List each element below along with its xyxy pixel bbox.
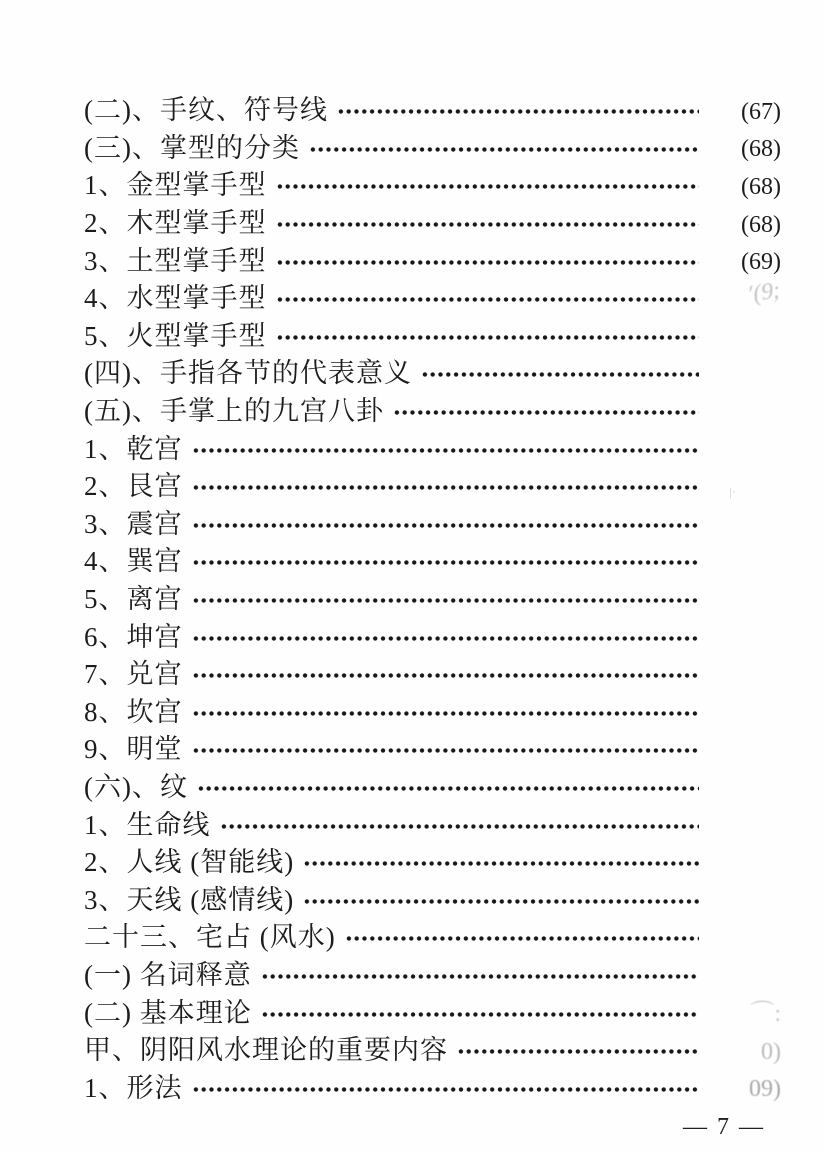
toc-entry-label: (二) 基本理论 [84, 997, 252, 1028]
dot-leader [337, 107, 699, 116]
toc-entry [84, 206, 781, 244]
toc-entry-label: (二)、手纹、符号线 [84, 95, 328, 126]
dot-leader [276, 220, 700, 229]
dot-leader [457, 1047, 699, 1056]
toc-entry-label: 9、明堂 [84, 734, 183, 765]
toc-entry [84, 807, 781, 845]
dot-leader [421, 370, 699, 379]
toc-entry-label: 1、形法 [84, 1072, 183, 1103]
toc-entry [84, 131, 781, 169]
toc-entry-label: 2、艮宫 [84, 471, 183, 502]
dot-leader [192, 1085, 700, 1094]
toc-entry-page: ′(9; [748, 276, 781, 308]
toc-entry-label: 4、巽宫 [84, 546, 183, 577]
toc-entry-label: 3、天线 (感情线) [84, 884, 295, 915]
toc-entry [84, 657, 781, 695]
dot-leader [192, 671, 700, 680]
toc-entry-page: (68) [741, 211, 781, 238]
toc-entry-page: (67) [741, 98, 781, 125]
toc-entry-label: 3、土型掌手型 [84, 245, 267, 276]
toc-entry-label: 5、火型掌手型 [84, 320, 267, 351]
dot-leader [276, 333, 700, 342]
dot-leader [393, 408, 699, 417]
toc-entry [84, 995, 781, 1033]
toc-entry-label: (一) 名词释意 [84, 959, 252, 990]
toc-entry [84, 1033, 781, 1071]
dot-leader [192, 483, 700, 492]
toc-entry [84, 695, 781, 733]
toc-entry [84, 356, 781, 394]
dot-leader [303, 897, 699, 906]
toc-entry-page: (68) [741, 136, 781, 163]
toc-entry [84, 431, 781, 469]
toc-entry-page: (68) [741, 173, 781, 200]
toc-entry [84, 243, 781, 281]
toc-entry-label: 3、震宫 [84, 508, 183, 539]
dot-leader [261, 972, 699, 981]
toc-entry [84, 582, 781, 620]
toc-entry [84, 920, 781, 958]
dot-leader [192, 446, 700, 455]
toc-list [84, 93, 781, 1108]
toc-entry-label: 7、兑宫 [84, 659, 183, 690]
dot-leader [197, 784, 699, 793]
toc-entry-label: (六)、纹 [84, 771, 188, 802]
toc-entry-page: (69) [741, 249, 781, 276]
dot-leader [261, 1010, 699, 1019]
toc-entry [84, 845, 781, 883]
dot-leader [303, 859, 699, 868]
dot-leader [192, 596, 700, 605]
toc-entry [84, 619, 781, 657]
toc-entry-label: 5、离宫 [84, 584, 183, 615]
toc-entry [84, 276, 781, 319]
dot-leader [345, 934, 699, 943]
dot-leader [276, 295, 700, 304]
dot-leader [276, 258, 700, 267]
toc-entry-label: 二十三、宅占 (风水) [84, 922, 336, 953]
toc-entry [84, 958, 781, 996]
toc-entry [84, 770, 781, 808]
dot-leader [309, 145, 699, 154]
toc-entry-label: 6、坤宫 [84, 621, 183, 652]
toc-entry [84, 319, 781, 357]
toc-entry-page: 0) [761, 1038, 781, 1065]
dot-leader [192, 558, 700, 567]
dot-leader [220, 822, 700, 831]
toc-entry [84, 732, 781, 770]
toc-entry-page: 09) [749, 1076, 781, 1103]
toc-entry-label: 2、木型掌手型 [84, 208, 267, 239]
page-number-footer: — 7 — [683, 1114, 765, 1140]
toc-entry-label: 1、乾宫 [84, 433, 183, 464]
toc-entry-label: 甲、阴阳风水理论的重要内容 [84, 1035, 448, 1066]
dot-leader [192, 521, 700, 530]
toc-entry-label: 2、人线 (智能线) [84, 847, 295, 878]
toc-entry-label: 1、生命线 [84, 809, 211, 840]
toc-entry-page: ⌒: [750, 1001, 781, 1028]
scan-artifact: |· [729, 484, 736, 499]
toc-entry [84, 544, 781, 582]
toc-entry [84, 394, 781, 432]
dot-leader [276, 182, 700, 191]
dot-leader [192, 709, 700, 718]
toc-entry [84, 93, 781, 131]
toc-entry-label: 1、金型掌手型 [84, 170, 267, 201]
toc-entry-label: 4、水型掌手型 [84, 283, 267, 314]
toc-entry-label: (三)、掌型的分类 [84, 132, 300, 163]
toc-entry [84, 882, 781, 920]
dot-leader [192, 634, 700, 643]
toc-entry [84, 1070, 781, 1108]
toc-entry [84, 507, 781, 545]
toc-entry-label: (四)、手指各节的代表意义 [84, 358, 412, 389]
dot-leader [192, 746, 700, 755]
toc-entry [84, 168, 781, 206]
toc-entry-label: (五)、手掌上的九宫八卦 [84, 396, 384, 427]
toc-entry [84, 469, 781, 507]
toc-entry-label: 8、坎宫 [84, 696, 183, 727]
